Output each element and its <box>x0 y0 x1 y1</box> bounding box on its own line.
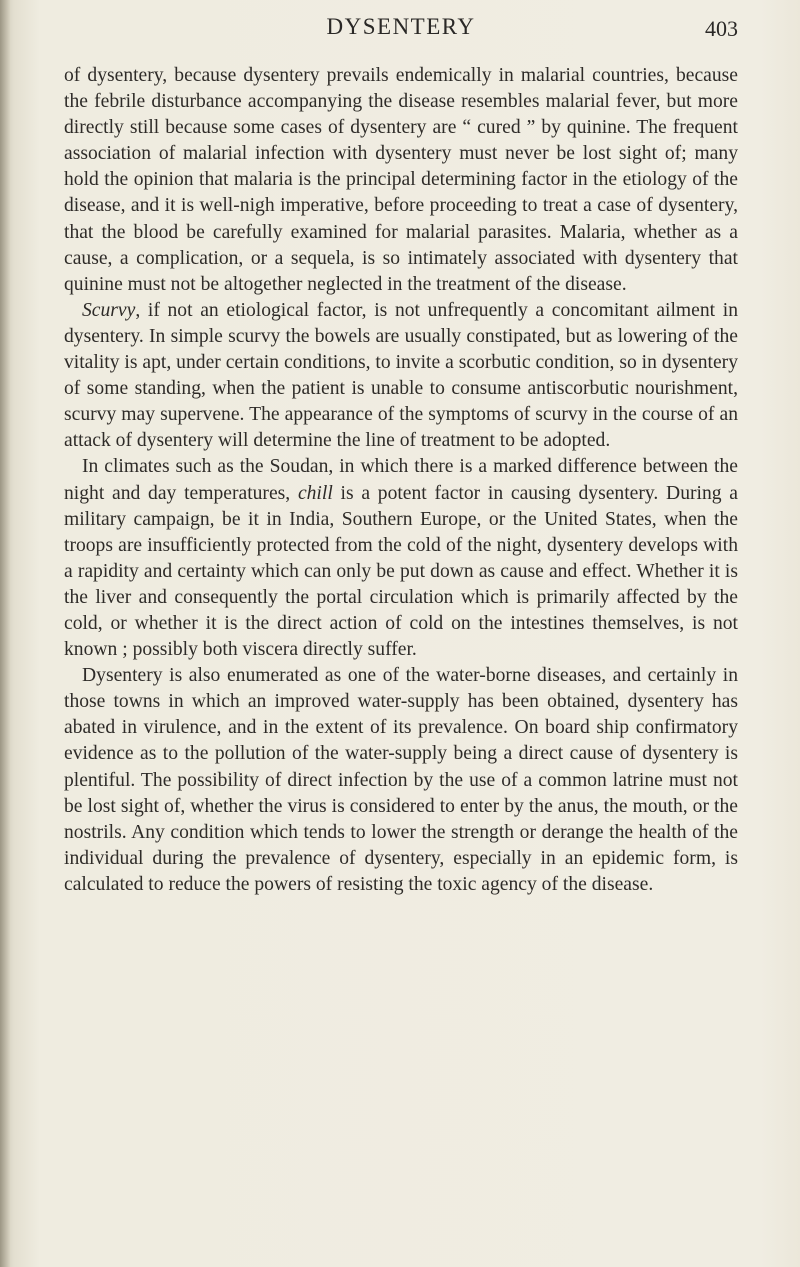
italic-term-scurvy: Scurvy <box>82 299 136 321</box>
page-number: 403 <box>705 16 738 41</box>
paragraph-text: , if not an etiological factor, is not unfrequently a concomitant ailment in dysentery. In simple scurvy the bowels are usually constipated, but as lowering of the vitality is apt, under certain conditions, to invite a scorbutic condition, so in dysentery of some standing, when the patient is unable to consume antiscorbutic nourishment, scurvy may supervene. The appearance of the symptoms of scurvy in the course of an attack of dysentery will determine the line of treatment to be adopted. <box>64 299 738 452</box>
paragraph-malaria <box>64 63 738 298</box>
paragraph-text: is a potent factor in causing dysentery. During a military campaign, be it in India, Southern Europe, or the United States, when the troops are insufficiently protected from the cold of the night, dysentery develops with a rapidity and certainty which can only be put down as cause and effect. Whether it is the liver and consequently the portal circulation which is primarily affected by the cold, or whether it is the direct action of cold on the intestines themselves, is not known ; possibly both viscera directly suffer. <box>64 482 739 661</box>
paragraph-text: Dysentery is also enumerated as one of the water-borne diseases, and certainly in those towns in which an improved water-supply has been obtained, dysentery has abated in virulence, and in the extent of its prevalence. On board ship confirmatory evidence as to the pollution of the water-supply being a direct cause of dysentery is plentiful. The possibility of direct infection by the use of a common latrine must not be lost sight of, whether the virus is considered to enter by the anus, the mouth, or the nostrils. Any condition which tends to lower the strength or derange the health of the individual during the prevalence of dysentery, especially in an epidemic form, is calculated to reduce the powers of resisting the toxic agency of the disease. <box>64 665 738 895</box>
paragraph-scurvy <box>64 298 738 455</box>
italic-term-chill: chill <box>297 482 333 504</box>
paragraph-water-borne <box>64 663 738 898</box>
running-head: DYSENTERY <box>326 14 476 39</box>
body-text <box>64 63 738 898</box>
page-gutter-shadow <box>0 0 10 1267</box>
paragraph-chill <box>64 454 738 663</box>
paragraph-text: of dysentery, because dysentery prevails endemically in malarial countries, because the febrile disturbance accompanying the disease resembles malarial fever, but more directly still because some cases of dysentery are “ cured ” by quinine. The frequent association of malarial infection with dysentery must never be lost sight of; many hold the opinion that malaria is the principal determining factor in the etiology of the disease, and it is well-nigh imperative, before proceeding to treat a case of dysentery, that the blood be carefully examined for malarial parasites. Malaria, whether as a cause, a complication, or a sequela, is so intimately associated with dysentery that quinine must not be altogether neglected in the treatment of the disease. <box>64 65 738 295</box>
paragraph-text: In climates such as the Soudan, in which there is a marked difference between the night and day temperatures, <box>64 456 738 504</box>
page-header <box>64 14 738 48</box>
